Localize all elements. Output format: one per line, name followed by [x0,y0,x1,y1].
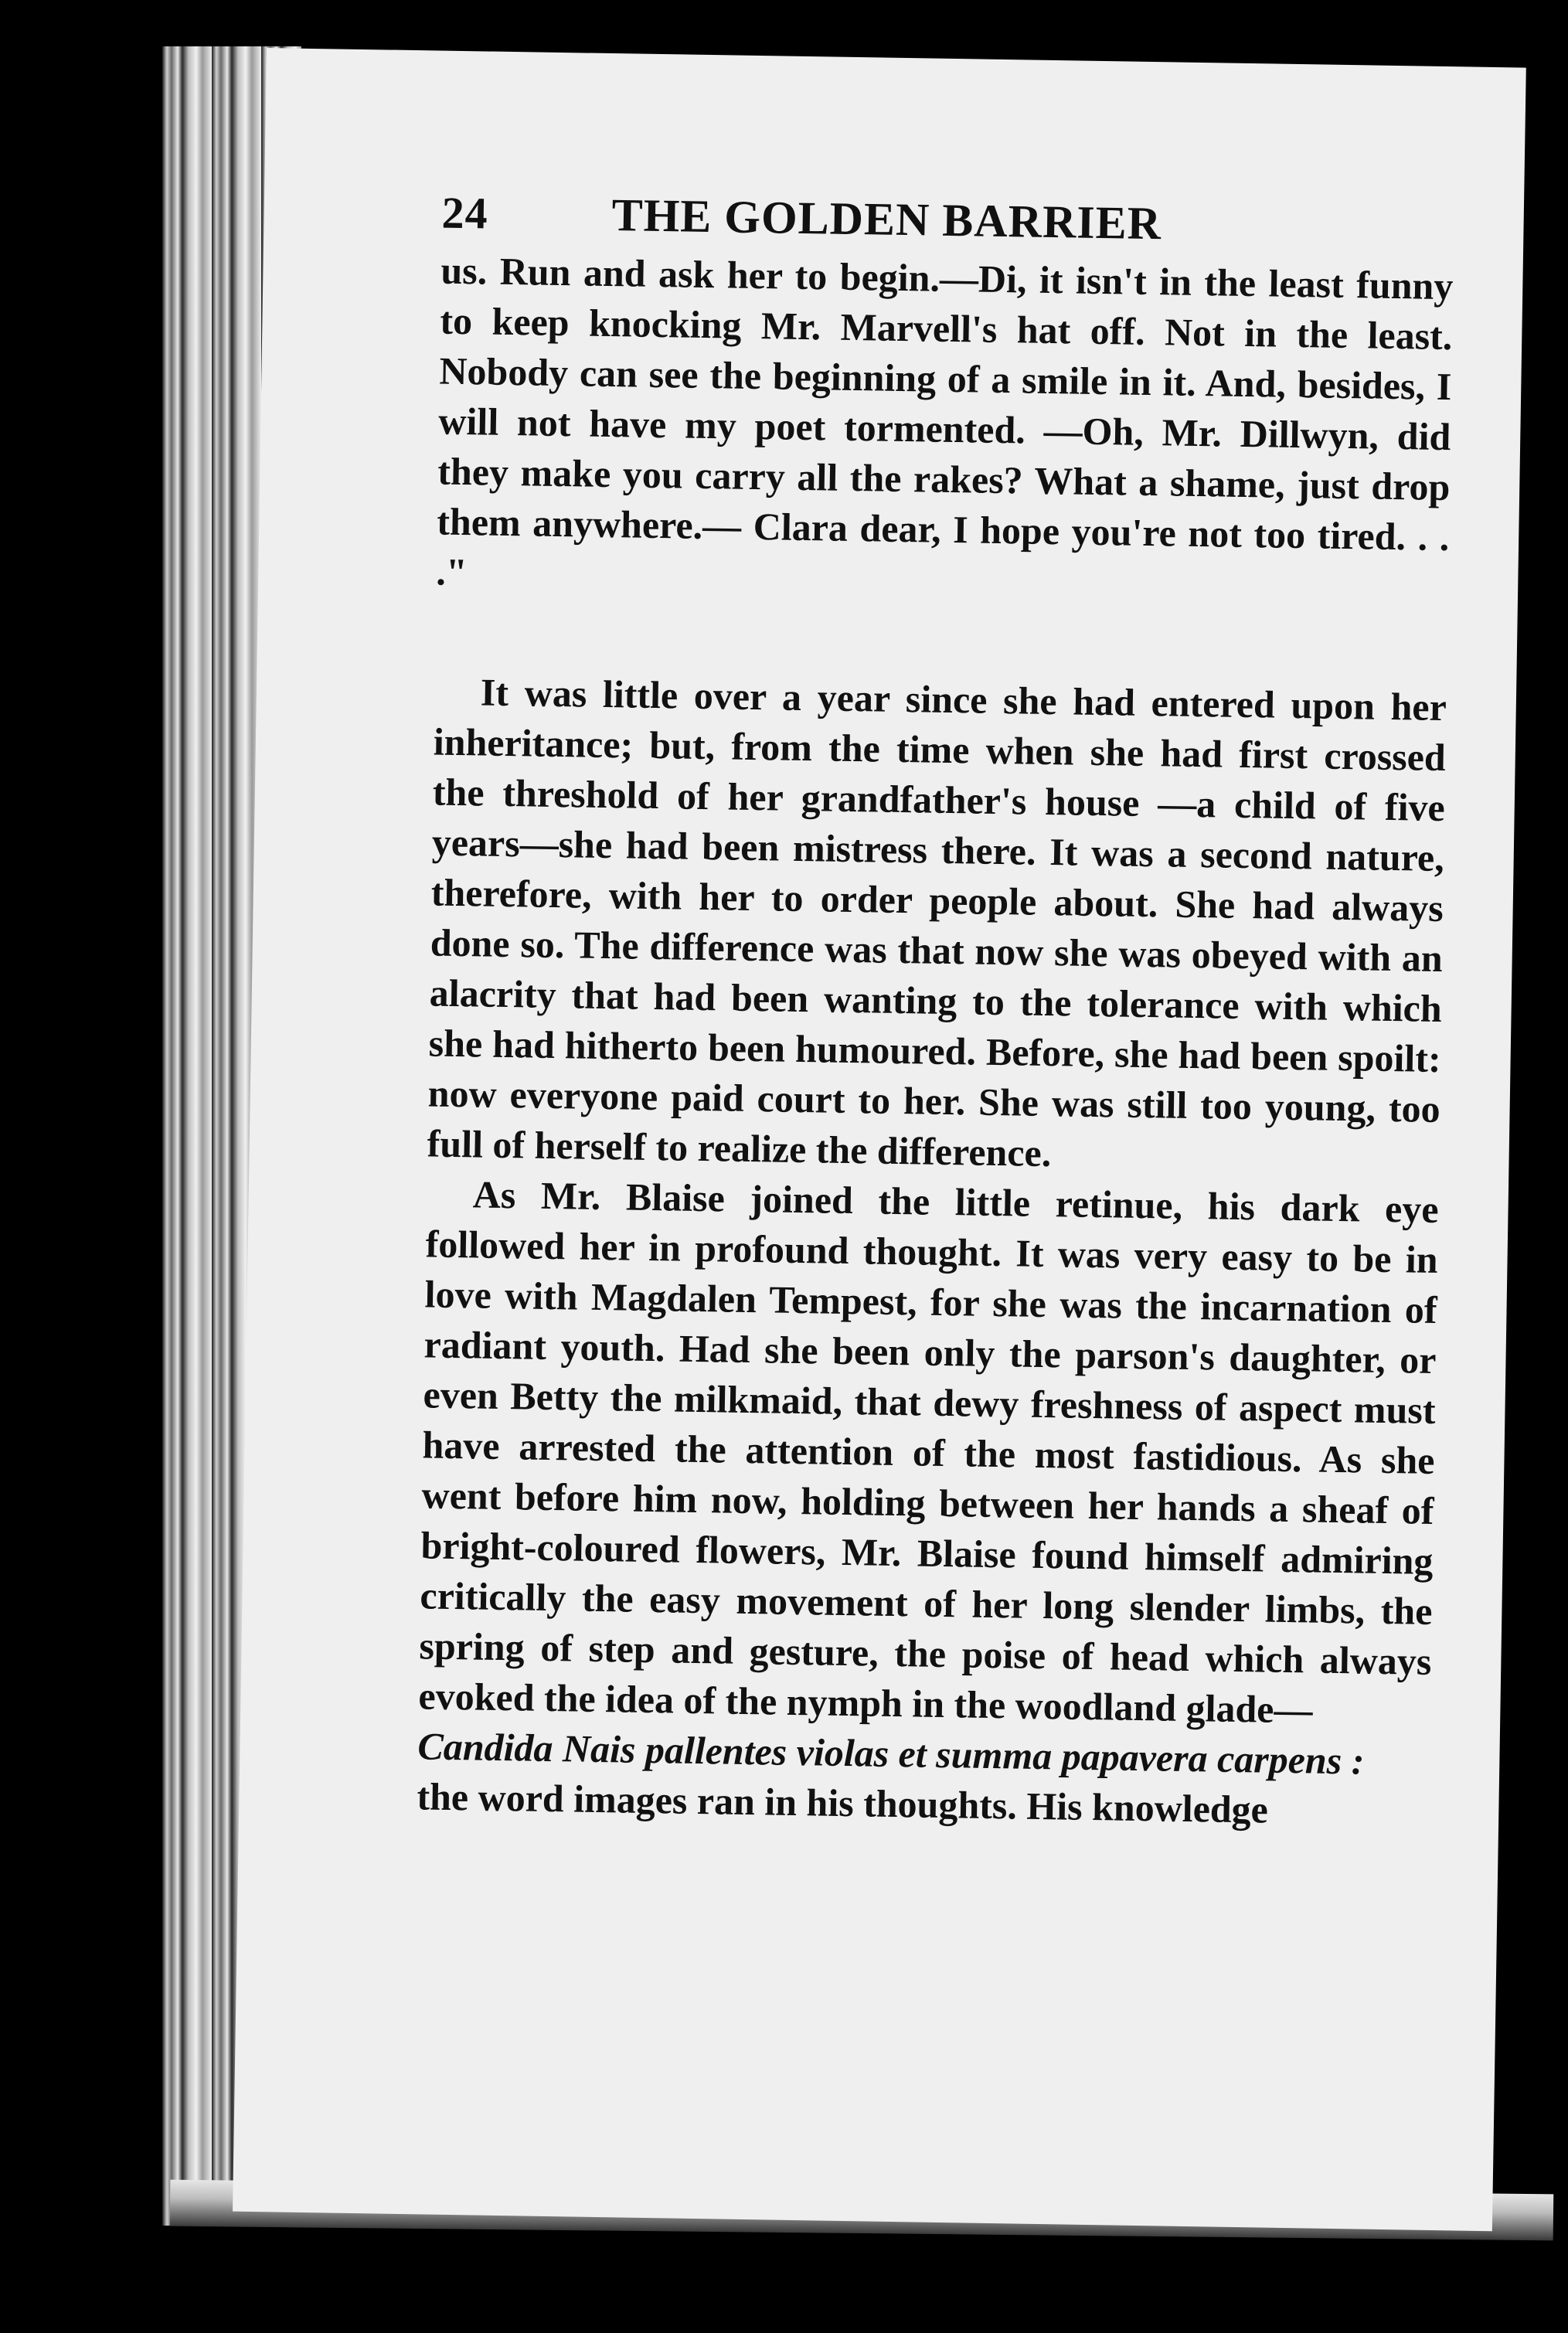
paragraph-dialogue: us. Run and ask her to begin.—Di, it isn't in the least funny to keep knocking Mr. Marvell's hat off. Not in the least. Nobody can see the beginning of a smile in it. And, besides, I will not have my poet tormented. —Oh, Mr. Dillwyn, did they make you carry all the rakes? What a shame, just drop them anywhere.— Clara dear, I hope you're not too tired. . . ." [435,248,1454,594]
page-paper [233,48,1526,2231]
text-block [417,186,1454,1838]
page-header [441,186,1454,256]
closing-line: the word images ran in his thoughts. His knowledge [417,1774,1269,1831]
page-number: 24 [441,187,489,239]
paragraph-blaise: As Mr. Blaise joined the little retinue, his dark eye followed her in profound thought. It was very easy to be in love with Magdalen Tempest, for she was the incarnation of radiant youth. Had she been only the parson's daughter, or even Betty the milkmaid, that dewy freshness of aspect must have arrested the attention of the most fastidious. As she went before him now, holding between her hands a sheaf of bright-coloured flowers, Mr. Blaise found himself admiring critically the easy movement of her long slender limbs, the spring of step and gesture, the poise of head which always evoked the idea of the nymph in the woodland glade— [418,1172,1440,1732]
latin-quotation: Candida Nais pallentes violas et summa papavera carpens : [417,1724,1365,1783]
running-title: THE GOLDEN BARRIER [611,189,1162,250]
paragraph-inheritance: It was little over a year since she had entered upon her inheritance; but, from the time when she had first crossed the threshold of her grandfather's house —a child of five years—she had been mistress there. It was a second nature, therefore, with her to order people about. She had always done so. The difference was that now she was obeyed with an alacrity that had been wanting to the tolerance with which she had hitherto been humoured. Before, she had been spoilt: now everyone paid court to her. She was still too young, too full of herself to realize the difference. [427,670,1447,1175]
